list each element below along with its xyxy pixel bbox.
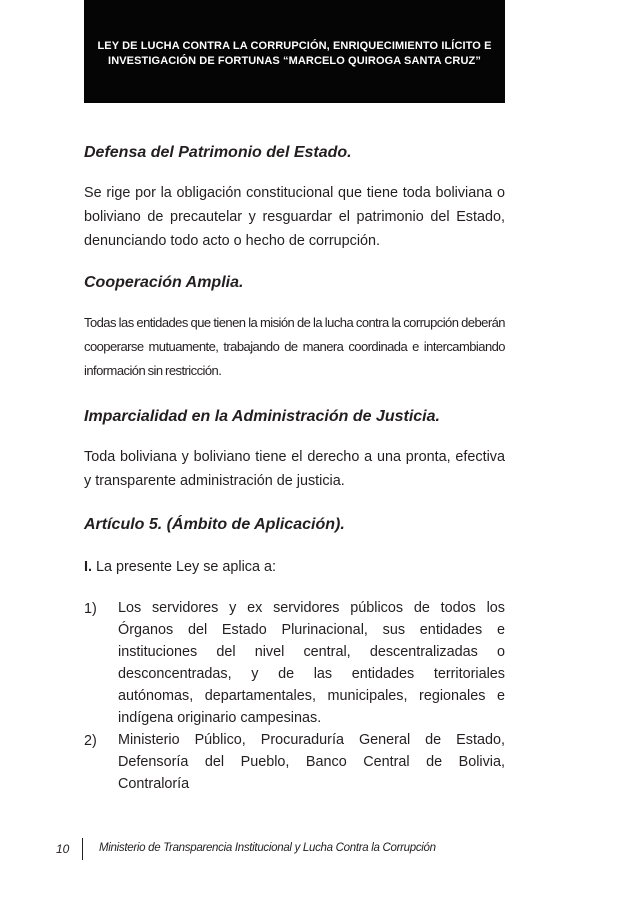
document-title-line-1: LEY DE LUCHA CONTRA LA CORRUPCIÓN, ENRIQUECIMIENTO ILÍCITO E [97,40,492,52]
list-item [84,729,505,795]
footer-ministry-text: Ministerio de Transparencia Institucional y Lucha Contra la Corrupción [99,842,436,854]
list-item-text: Los servidores y ex servidores públicos de todos los Órganos del Estado Plurinacional, sus entidades e instituciones del nivel central, descentralizadas o desconcentradas, y de las entidades territoriales autónomas, departamentales, municipales, regionales e indígena originario campesinas. [118,600,505,726]
lead-text: La presente Ley se aplica a: [92,559,277,575]
list-item-text: Ministerio Público, Procuraduría General de Estado, Defensoría del Pueblo, Banco Central de Bolivia, Contraloría [118,732,505,792]
heading-cooperacion: Cooperación Amplia. [84,274,244,291]
heading-defensa: Defensa del Patrimonio del Estado. [84,144,352,161]
roman-numeral-label: I. [84,559,92,575]
paragraph-defensa: Se rige por la obligación constitucional que tiene toda boliviana o boliviano de precautelar y resguardar el patrimonio del Estado, denunciando todo acto o hecho de corrupción. [84,185,505,249]
list-item [84,597,505,729]
list-item-number: 1) [84,601,97,617]
document-title [84,39,505,69]
paragraph-articulo-5-lead [84,555,505,579]
heading-imparcialidad: Imparcialidad en la Administración de Justicia. [84,408,440,425]
page-number: 10 [56,842,70,856]
heading-articulo-5: Artículo 5. (Ámbito de Aplicación). [84,516,345,533]
paragraph-cooperacion: Todas las entidades que tienen la misión de la lucha contra la corrupción deberán cooperarse mutuamente, trabajando de manera coordinada e intercambiando información sin restricción. [84,315,505,378]
page-footer [0,838,618,862]
footer-divider [82,838,83,860]
paragraph-imparcialidad: Toda boliviana y boliviano tiene el derecho a una pronta, efectiva y transparente administración de justicia. [84,449,505,489]
scope-list [84,597,505,795]
document-title-line-2: INVESTIGACIÓN DE FORTUNAS “MARCELO QUIROGA SANTA CRUZ” [108,55,481,67]
page-content [84,143,505,795]
list-item-number: 2) [84,733,97,749]
